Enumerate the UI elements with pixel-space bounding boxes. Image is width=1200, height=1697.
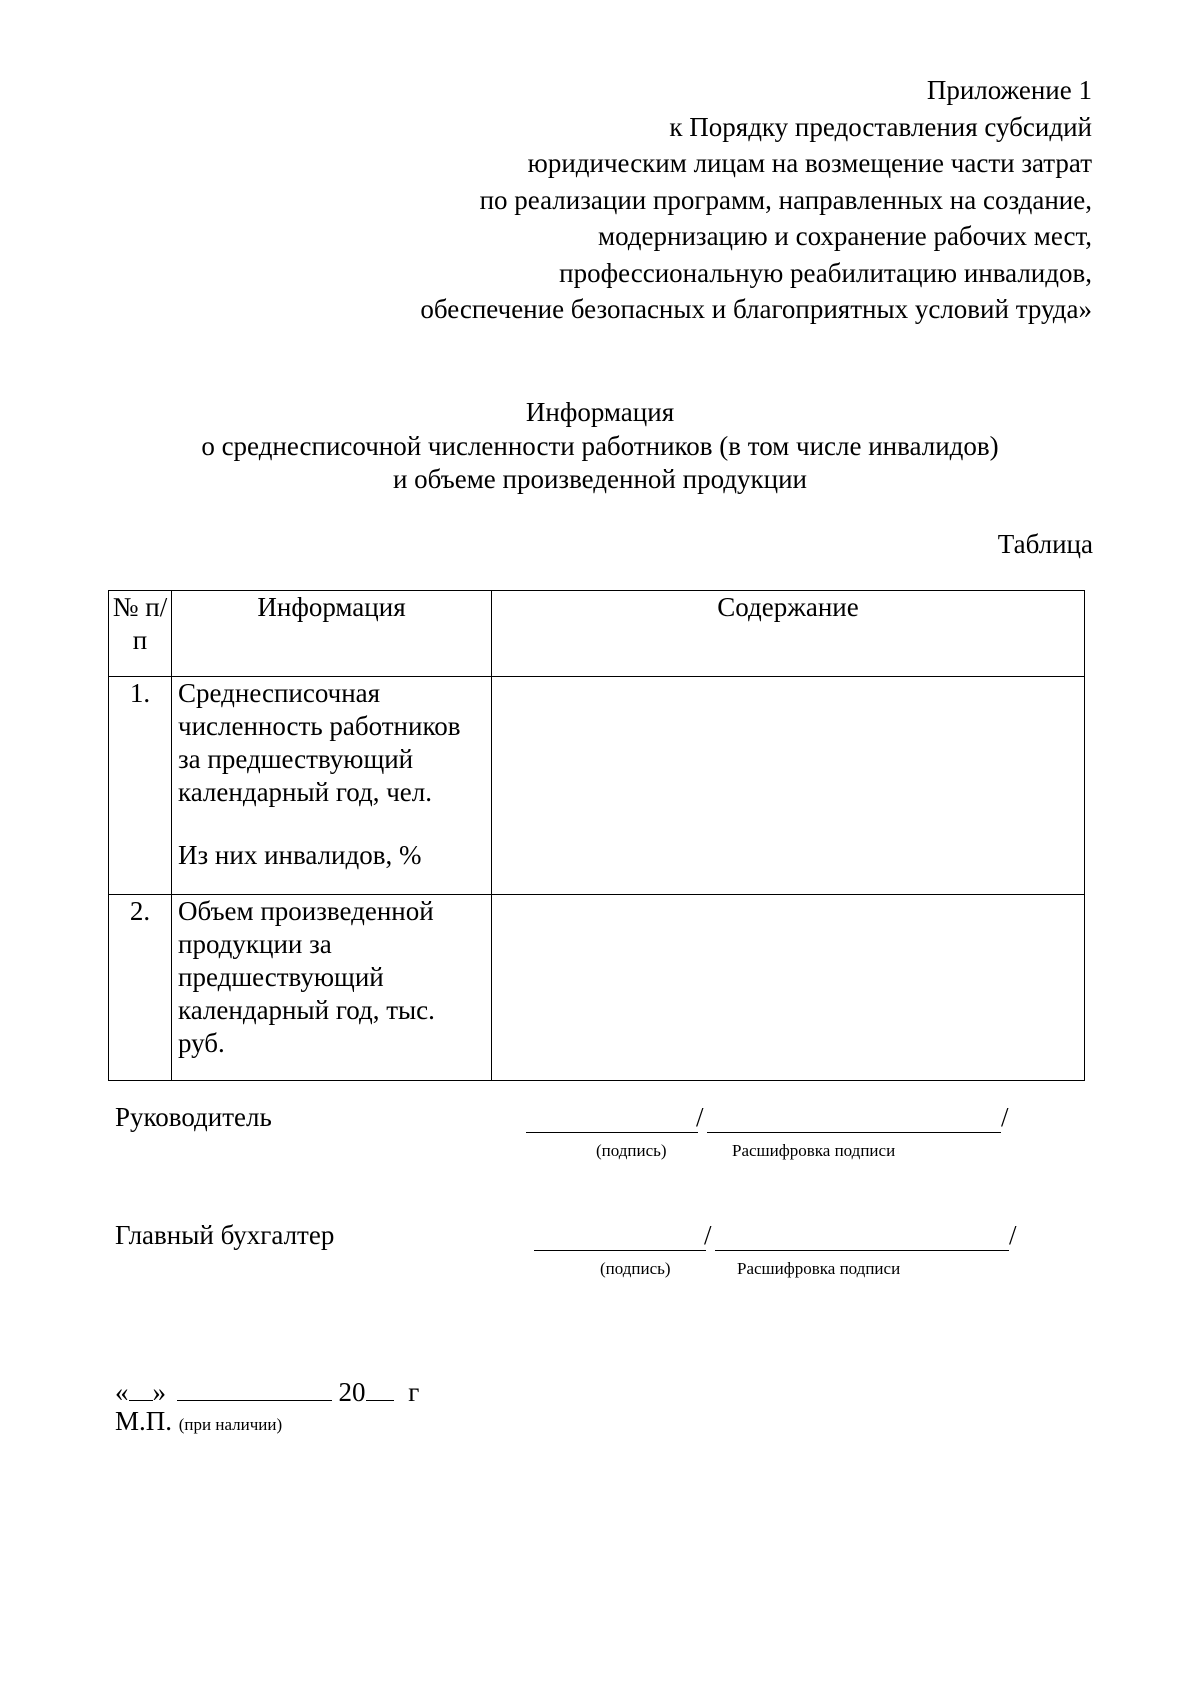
signature-name-line[interactable] (707, 1132, 1001, 1133)
table-label: Таблица (997, 529, 1093, 559)
header-num: № п/п (109, 591, 172, 677)
row-content-cell[interactable] (492, 677, 1085, 895)
row-info (172, 895, 492, 1081)
appendix-line: юридическим лицам на возмещение части затрат (527, 148, 1092, 178)
date-line (115, 1374, 419, 1409)
header-info: Информация (172, 591, 492, 677)
signature-role: Главный бухгалтер (115, 1220, 335, 1250)
date-close-quote: » (152, 1377, 166, 1407)
title-line: и объеме произведенной продукции (392, 464, 807, 494)
row-info-text: Среднесписочная численность работников за предшествующий календарный год, чел. (178, 678, 461, 807)
signature-slash: / (1001, 1102, 1009, 1132)
stamp-note: (при наличии) (178, 1415, 283, 1434)
caption-name: Расшифровка подписи (737, 1259, 901, 1278)
date-year-suffix: г (408, 1377, 420, 1407)
signature-slash: / (704, 1220, 712, 1250)
signature-head (0, 1101, 1200, 1171)
date-year-blank[interactable] (366, 1374, 394, 1401)
row-content-cell[interactable] (492, 895, 1085, 1081)
document-title (0, 396, 1200, 497)
row-info (172, 677, 492, 895)
info-table (108, 590, 1085, 1081)
table-header-row (109, 591, 1085, 677)
signature-name-line[interactable] (715, 1250, 1009, 1251)
table-row (109, 677, 1085, 895)
date-month-blank[interactable] (177, 1374, 332, 1401)
appendix-line: профессиональную реабилитацию инвалидов, (559, 257, 1092, 288)
row-num: 1. (109, 677, 172, 895)
appendix-line: Приложение 1 (926, 75, 1092, 105)
title-line: о среднесписочной численности работников (в том числе инвалидов) (201, 430, 999, 461)
date-day-blank[interactable] (129, 1374, 153, 1401)
signature-slash: / (696, 1102, 704, 1132)
date-open-quote: « (115, 1377, 129, 1407)
table-row (109, 895, 1085, 1081)
caption-signature: (подпись) (596, 1141, 667, 1160)
signature-line[interactable] (526, 1132, 698, 1133)
signature-line[interactable] (534, 1250, 706, 1251)
caption-signature: (подпись) (600, 1259, 671, 1278)
signature-accountant (0, 1219, 1200, 1289)
appendix-line: модернизацию и сохранение рабочих мест, (597, 221, 1092, 251)
appendix-line: по реализации программ, направленных на создание, (479, 184, 1092, 215)
signature-slash: / (1009, 1220, 1017, 1250)
date-year-prefix: 20 (338, 1377, 366, 1407)
appendix-header (272, 72, 1092, 328)
header-content: Содержание (492, 591, 1085, 677)
appendix-line: обеспечение безопасных и благоприятных условий труда» (420, 294, 1092, 324)
stamp-place (115, 1405, 282, 1441)
signature-role: Руководитель (115, 1102, 272, 1132)
appendix-line: к Порядку предоставления субсидий (669, 111, 1092, 142)
title-line: Информация (525, 397, 675, 427)
stamp-label: М.П. (115, 1406, 173, 1436)
caption-name: Расшифровка подписи (732, 1141, 896, 1160)
row-info-text: Объем произведенной продукции за предшествующий календарный год, тыс. руб. (178, 896, 435, 1058)
row-info-subtext: Из них инвалидов, % (178, 840, 422, 870)
row-num: 2. (109, 895, 172, 1081)
